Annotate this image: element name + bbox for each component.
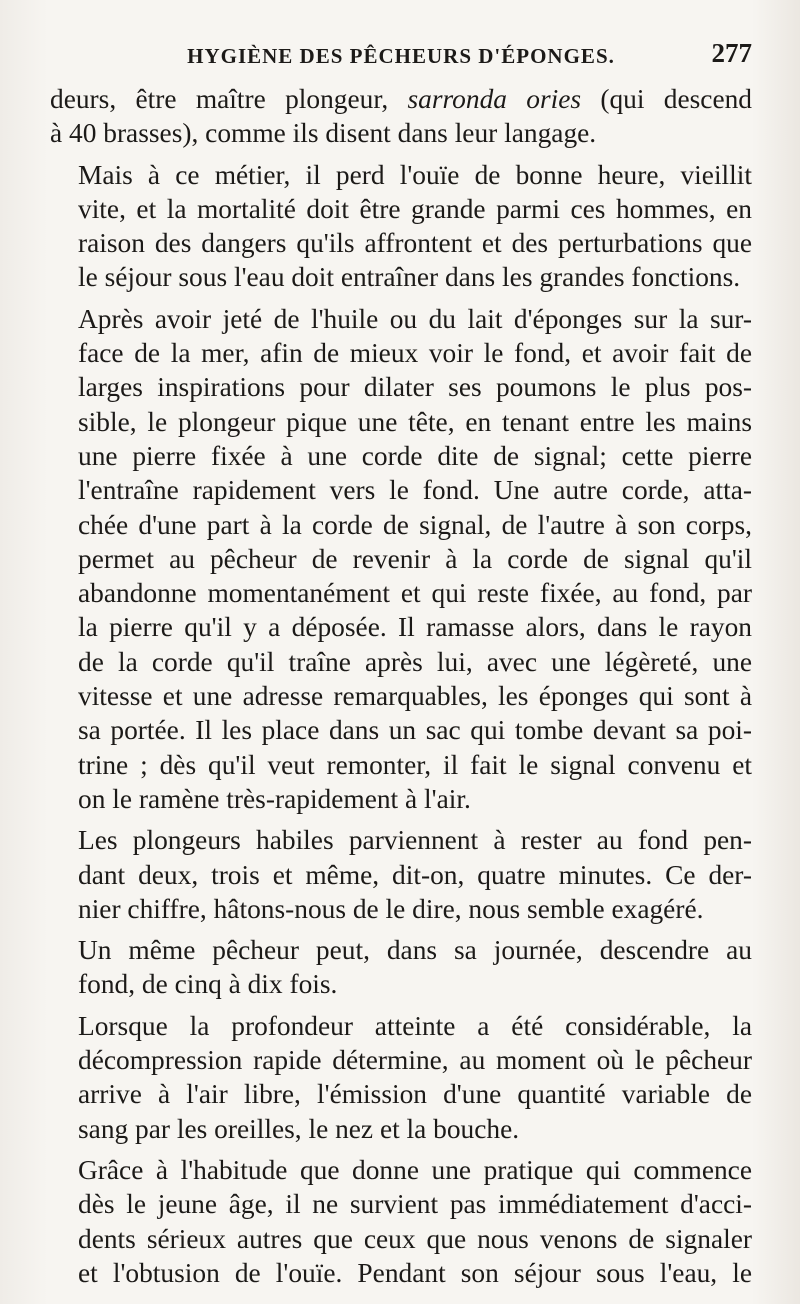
text-line: raison des dangers qu'ils affrontent et des perturbations que	[78, 228, 752, 259]
text-line: sa portée. Il les place dans un sac qui tombe devant sa poi-	[78, 715, 752, 746]
text-line: nier chiffre, hâtons-nous de le dire, nous semble exagéré.	[78, 893, 704, 924]
text-line: face de la mer, afin de mieux voir le fond, et avoir fait de	[78, 338, 752, 369]
paragraph	[50, 1009, 752, 1146]
text-line: Mais à ce métier, il perd l'ouïe de bonne heure, vieillit	[78, 159, 752, 190]
text-line: dant deux, trois et même, dit-on, quatre minutes. Ce der-	[78, 859, 752, 890]
text-line: une pierre fixée à une corde dite de signal; cette pierre	[78, 440, 752, 471]
text-line: arrive à l'air libre, l'émission d'une quantité variable de	[78, 1079, 752, 1110]
text-line: larges inspirations pour dilater ses poumons le plus pos-	[78, 372, 752, 403]
text-line: décompression rapide détermine, au moment où le pêcheur	[78, 1045, 752, 1076]
text-line: fond, de cinq à dix fois.	[78, 969, 338, 1000]
text-line: la pierre qu'il y a déposée. Il ramasse alors, dans le rayon	[78, 612, 752, 643]
paragraph	[50, 1153, 752, 1290]
running-head	[50, 36, 752, 76]
text-line: dents sérieux autres que ceux que nous venons de signaler	[78, 1223, 752, 1254]
text-line: sang par les oreilles, le nez et la bouche.	[78, 1113, 520, 1144]
text-line: de la corde qu'il traîne après lui, avec une légèreté, une	[78, 646, 752, 677]
text-line: vite, et la mortalité doit être grande parmi ces hommes, en	[78, 193, 752, 224]
text-line: permet au pêcheur de revenir à la corde de signal qu'il	[78, 543, 752, 574]
text-line: dès le jeune âge, il ne survient pas immédiatement d'acci-	[78, 1189, 752, 1220]
italic-term: sarronda ories	[407, 84, 582, 114]
text-line: le séjour sous l'eau doit entraîner dans les grandes fonctions.	[78, 262, 741, 293]
paragraph	[50, 158, 752, 295]
text-line: on le ramène très-rapidement à l'air.	[78, 783, 471, 814]
text-line: l'entraîne rapidement vers le fond. Une autre corde, atta-	[78, 475, 752, 506]
text-line: Un même pêcheur peut, dans sa journée, descendre au	[78, 935, 752, 966]
paragraph	[50, 82, 752, 151]
text-line: abandonne momentanément et qui reste fixée, au fond, par	[78, 578, 752, 609]
body-text	[50, 82, 752, 1290]
text-line: deurs, être maître plongeur, sarronda ories (qui descend	[50, 84, 752, 114]
running-title: HYGIÈNE DES PÊCHEURS D'ÉPONGES.	[187, 44, 615, 68]
text-line: trine ; dès qu'il veut remonter, il fait le signal convenu et	[78, 749, 752, 780]
paragraph	[50, 302, 752, 816]
text-line: Les plongeurs habiles parviennent à rester au fond pen-	[78, 825, 752, 856]
page-number: 277	[711, 38, 752, 68]
paragraph	[50, 823, 752, 926]
text-line: Lorsque la profondeur atteinte a été considérable, la	[78, 1010, 752, 1041]
text-line: et l'obtusion de l'ouïe. Pendant son séjour sous l'eau, le	[78, 1257, 752, 1288]
text-line: Grâce à l'habitude que donne une pratique qui commence	[78, 1154, 752, 1185]
text-line: Après avoir jeté de l'huile ou du lait d'éponges sur la sur-	[78, 303, 752, 334]
text-line: sible, le plongeur pique une tête, en tenant entre les mains	[78, 406, 752, 437]
text-line: à 40 brasses), comme ils disent dans leur langage.	[50, 118, 597, 149]
paragraph	[50, 933, 752, 1002]
text-line: vitesse et une adresse remarquables, les éponges qui sont à	[78, 681, 752, 712]
text-line: chée d'une part à la corde de signal, de l'autre à son corps,	[78, 509, 752, 540]
